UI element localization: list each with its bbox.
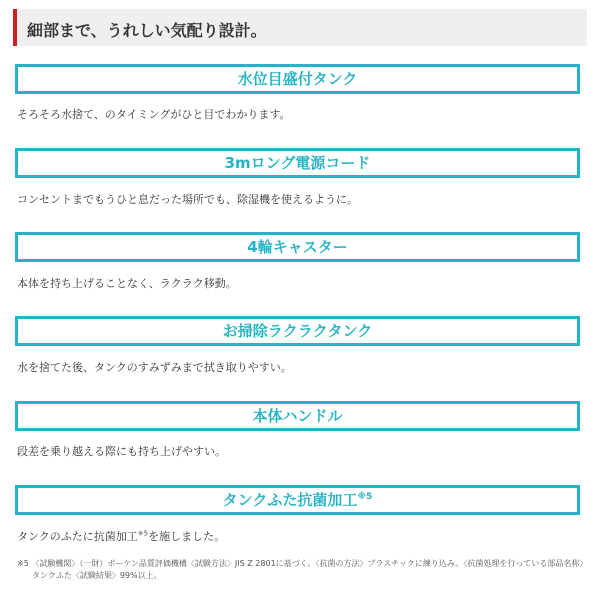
feature-box-casters <box>15 232 580 262</box>
feature-description: 水を捨てた後、タンクのすみずみまで拭き取りやすい。 <box>17 361 292 374</box>
description-text: を施しました。 <box>148 530 226 543</box>
section-header <box>13 9 587 46</box>
feature-box-power-cord <box>15 148 580 178</box>
description-text: タンクのふたに抗菌加工 <box>17 530 138 543</box>
footnote-line: ※5 〈試験機関〉（一財）ボーケン品質評価機構〈試験方法〉JIS Z 2801に基づく。〈抗菌の方法〉プラスチックに練り込み。〈抗菌処理を行っている部品名称〉 <box>17 559 588 568</box>
feature-description <box>17 528 225 544</box>
footnote <box>17 558 587 582</box>
feature-description: 本体を持ち上げることなく、ラクラク移動。 <box>17 277 237 290</box>
feature-box-antibacterial-lid <box>15 485 580 515</box>
page-title: 細部まで、うれしい気配り設計。 <box>27 21 267 40</box>
footnote-line: タンクふた〈試験結果〉99%以上。 <box>32 571 162 580</box>
feature-description: そろそろ水捨て、のタイミングがひと目でわかります。 <box>17 108 291 121</box>
feature-title-text: タンクふた抗菌加工 <box>222 491 358 509</box>
feature-title: 水位目盛付タンク <box>237 70 358 88</box>
feature-description: 段差を乗り越える際にも持ち上げやすい。 <box>17 445 226 458</box>
footnote-mark: ※5 <box>357 492 373 502</box>
feature-title <box>18 488 577 512</box>
feature-box-easy-clean-tank <box>15 316 580 346</box>
feature-title: 3mロング電源コード <box>224 154 371 172</box>
feature-title: 4輪キャスター <box>247 238 348 256</box>
feature-title: お掃除ラクラクタンク <box>222 322 373 340</box>
feature-box-handle <box>15 401 580 431</box>
feature-title: 本体ハンドル <box>252 407 343 425</box>
footnote-mark: ※5 <box>137 529 149 538</box>
feature-box-water-level-tank <box>15 64 580 94</box>
feature-description: コンセントまでもうひと息だった場所でも、除湿機を使えるように。 <box>17 193 358 206</box>
